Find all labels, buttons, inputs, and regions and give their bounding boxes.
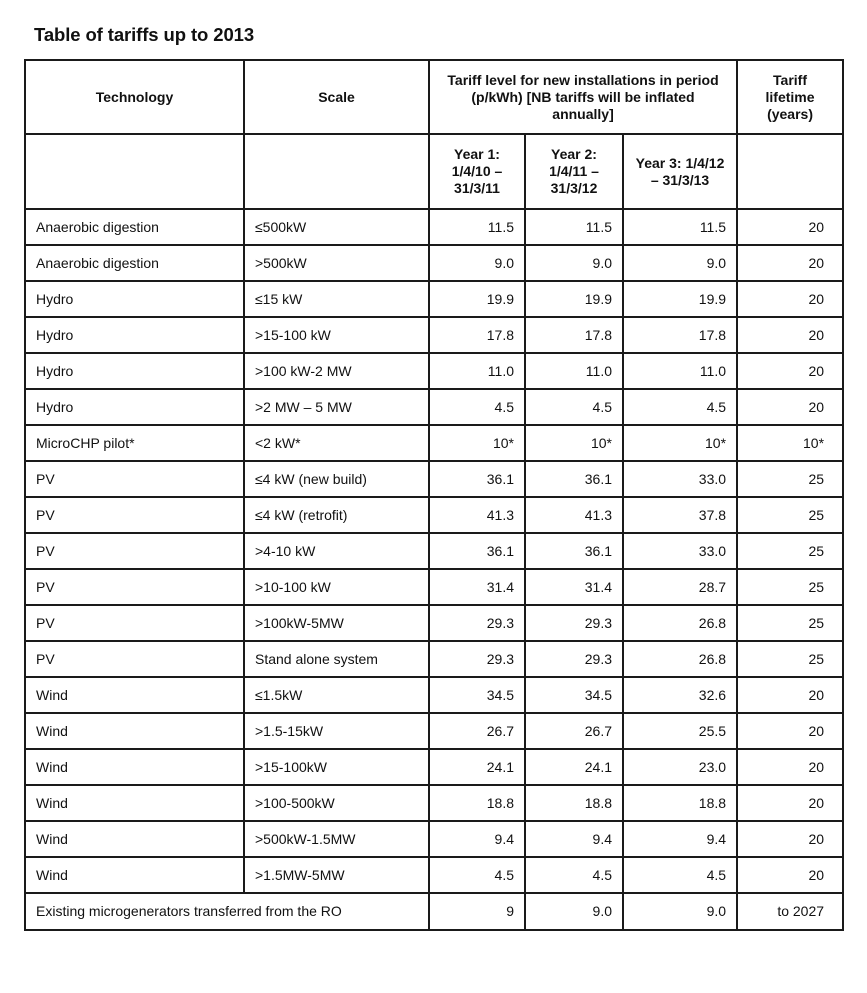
- cell-technology: Anaerobic digestion: [25, 209, 244, 245]
- cell-scale: >100kW-5MW: [244, 605, 429, 641]
- cell-year2: 41.3: [525, 497, 623, 533]
- cell-year1: 41.3: [429, 497, 525, 533]
- cell-year1: 19.9: [429, 281, 525, 317]
- subheader-technology-empty: [25, 134, 244, 209]
- cell-year2: 29.3: [525, 605, 623, 641]
- table-row: [25, 785, 843, 821]
- cell-scale: >1.5-15kW: [244, 713, 429, 749]
- cell-year1: 29.3: [429, 641, 525, 677]
- cell-technology: Wind: [25, 785, 244, 821]
- table-row: [25, 677, 843, 713]
- table-row: [25, 497, 843, 533]
- cell-technology: Wind: [25, 713, 244, 749]
- cell-lifetime: 20: [737, 389, 843, 425]
- cell-year2: 4.5: [525, 857, 623, 893]
- table-row: [25, 533, 843, 569]
- cell-scale: ≤1.5kW: [244, 677, 429, 713]
- subheader-lifetime-empty: [737, 134, 843, 209]
- header-year3: Year 3: 1/4/12 – 31/3/13: [623, 134, 737, 209]
- cell-year3: 37.8: [623, 497, 737, 533]
- table-body: [25, 209, 843, 930]
- cell-year3: 25.5: [623, 713, 737, 749]
- cell-scale: >100 kW-2 MW: [244, 353, 429, 389]
- cell-year3: 4.5: [623, 389, 737, 425]
- table-row: [25, 209, 843, 245]
- cell-lifetime: 25: [737, 605, 843, 641]
- cell-year2: 4.5: [525, 389, 623, 425]
- cell-year1: 4.5: [429, 857, 525, 893]
- cell-year1: 9.4: [429, 821, 525, 857]
- cell-lifetime: 25: [737, 569, 843, 605]
- cell-year2: 18.8: [525, 785, 623, 821]
- cell-scale: >4-10 kW: [244, 533, 429, 569]
- subheader-scale-empty: [244, 134, 429, 209]
- cell-year3: 9.4: [623, 821, 737, 857]
- cell-year2: 36.1: [525, 533, 623, 569]
- table-row: [25, 461, 843, 497]
- cell-lifetime: 20: [737, 245, 843, 281]
- cell-scale: >500kW: [244, 245, 429, 281]
- cell-year3: 11.5: [623, 209, 737, 245]
- table-row: [25, 749, 843, 785]
- cell-year3: 26.8: [623, 605, 737, 641]
- footer-year1: 9: [429, 893, 525, 930]
- cell-year2: 31.4: [525, 569, 623, 605]
- cell-technology: Anaerobic digestion: [25, 245, 244, 281]
- cell-scale: >10-100 kW: [244, 569, 429, 605]
- footer-lifetime: to 2027: [737, 893, 843, 930]
- cell-year1: 31.4: [429, 569, 525, 605]
- page-title: Table of tariffs up to 2013: [34, 24, 255, 45]
- cell-technology: Hydro: [25, 317, 244, 353]
- cell-scale: >1.5MW-5MW: [244, 857, 429, 893]
- cell-year1: 29.3: [429, 605, 525, 641]
- cell-year1: 18.8: [429, 785, 525, 821]
- header-tariff-level: Tariff level for new installations in period (p/kWh) [NB tariffs will be inflated annually]: [429, 60, 737, 134]
- table-row: [25, 425, 843, 461]
- cell-lifetime: 20: [737, 821, 843, 857]
- cell-year3: 18.8: [623, 785, 737, 821]
- header-technology: Technology: [25, 60, 244, 134]
- cell-year2: 36.1: [525, 461, 623, 497]
- cell-scale: Stand alone system: [244, 641, 429, 677]
- table-row: [25, 605, 843, 641]
- cell-technology: PV: [25, 641, 244, 677]
- cell-year3: 4.5: [623, 857, 737, 893]
- cell-technology: Wind: [25, 857, 244, 893]
- table-row: [25, 713, 843, 749]
- cell-scale: ≤4 kW (new build): [244, 461, 429, 497]
- cell-lifetime: 20: [737, 677, 843, 713]
- cell-lifetime: 20: [737, 785, 843, 821]
- cell-technology: PV: [25, 461, 244, 497]
- cell-year3: 17.8: [623, 317, 737, 353]
- cell-lifetime: 25: [737, 461, 843, 497]
- cell-technology: PV: [25, 605, 244, 641]
- cell-lifetime: 20: [737, 317, 843, 353]
- cell-year1: 36.1: [429, 533, 525, 569]
- header-row: [25, 60, 843, 134]
- cell-lifetime: 20: [737, 281, 843, 317]
- cell-year2: 11.5: [525, 209, 623, 245]
- subheader-row: [25, 134, 843, 209]
- cell-year1: 10*: [429, 425, 525, 461]
- cell-year1: 26.7: [429, 713, 525, 749]
- cell-technology: PV: [25, 569, 244, 605]
- cell-year1: 34.5: [429, 677, 525, 713]
- cell-year1: 9.0: [429, 245, 525, 281]
- cell-year1: 11.0: [429, 353, 525, 389]
- table-row: [25, 641, 843, 677]
- cell-year2: 19.9: [525, 281, 623, 317]
- cell-year2: 9.4: [525, 821, 623, 857]
- cell-scale: ≤4 kW (retrofit): [244, 497, 429, 533]
- cell-technology: MicroCHP pilot*: [25, 425, 244, 461]
- cell-year3: 32.6: [623, 677, 737, 713]
- cell-year2: 24.1: [525, 749, 623, 785]
- cell-technology: Wind: [25, 677, 244, 713]
- header-year2: Year 2: 1/4/11 – 31/3/12: [525, 134, 623, 209]
- cell-year3: 23.0: [623, 749, 737, 785]
- cell-technology: PV: [25, 533, 244, 569]
- footer-label: Existing microgenerators transferred from the RO: [25, 893, 429, 930]
- cell-year3: 26.8: [623, 641, 737, 677]
- cell-year1: 17.8: [429, 317, 525, 353]
- table-row: [25, 389, 843, 425]
- header-year1: Year 1: 1/4/10 – 31/3/11: [429, 134, 525, 209]
- table-row: [25, 857, 843, 893]
- cell-technology: Hydro: [25, 389, 244, 425]
- cell-year1: 4.5: [429, 389, 525, 425]
- cell-lifetime: 20: [737, 749, 843, 785]
- cell-technology: Hydro: [25, 353, 244, 389]
- table-row: [25, 281, 843, 317]
- footer-year2: 9.0: [525, 893, 623, 930]
- cell-year3: 33.0: [623, 533, 737, 569]
- cell-scale: ≤500kW: [244, 209, 429, 245]
- cell-year3: 19.9: [623, 281, 737, 317]
- footer-row: [25, 893, 843, 930]
- cell-year1: 36.1: [429, 461, 525, 497]
- cell-year2: 26.7: [525, 713, 623, 749]
- cell-lifetime: 25: [737, 497, 843, 533]
- cell-lifetime: 20: [737, 209, 843, 245]
- cell-scale: >15-100 kW: [244, 317, 429, 353]
- cell-lifetime: 10*: [737, 425, 843, 461]
- cell-lifetime: 20: [737, 857, 843, 893]
- cell-scale: >500kW-1.5MW: [244, 821, 429, 857]
- cell-year3: 9.0: [623, 245, 737, 281]
- cell-year2: 9.0: [525, 245, 623, 281]
- cell-year2: 11.0: [525, 353, 623, 389]
- footer-year3: 9.0: [623, 893, 737, 930]
- cell-year2: 10*: [525, 425, 623, 461]
- cell-year2: 34.5: [525, 677, 623, 713]
- header-lifetime: Tariff lifetime (years): [737, 60, 843, 134]
- cell-technology: Wind: [25, 749, 244, 785]
- cell-scale: >2 MW – 5 MW: [244, 389, 429, 425]
- table-row: [25, 569, 843, 605]
- cell-lifetime: 20: [737, 713, 843, 749]
- cell-lifetime: 25: [737, 533, 843, 569]
- header-scale: Scale: [244, 60, 429, 134]
- cell-year3: 10*: [623, 425, 737, 461]
- cell-scale: >100-500kW: [244, 785, 429, 821]
- cell-year1: 11.5: [429, 209, 525, 245]
- cell-technology: Hydro: [25, 281, 244, 317]
- cell-year3: 11.0: [623, 353, 737, 389]
- cell-lifetime: 20: [737, 353, 843, 389]
- table-row: [25, 353, 843, 389]
- table-row: [25, 245, 843, 281]
- cell-technology: PV: [25, 497, 244, 533]
- cell-year3: 33.0: [623, 461, 737, 497]
- cell-year1: 24.1: [429, 749, 525, 785]
- cell-scale: >15-100kW: [244, 749, 429, 785]
- cell-year2: 17.8: [525, 317, 623, 353]
- cell-scale: <2 kW*: [244, 425, 429, 461]
- cell-year3: 28.7: [623, 569, 737, 605]
- table-row: [25, 317, 843, 353]
- tariff-table: [24, 59, 844, 931]
- cell-scale: ≤15 kW: [244, 281, 429, 317]
- table-row: [25, 821, 843, 857]
- cell-technology: Wind: [25, 821, 244, 857]
- cell-lifetime: 25: [737, 641, 843, 677]
- cell-year2: 29.3: [525, 641, 623, 677]
